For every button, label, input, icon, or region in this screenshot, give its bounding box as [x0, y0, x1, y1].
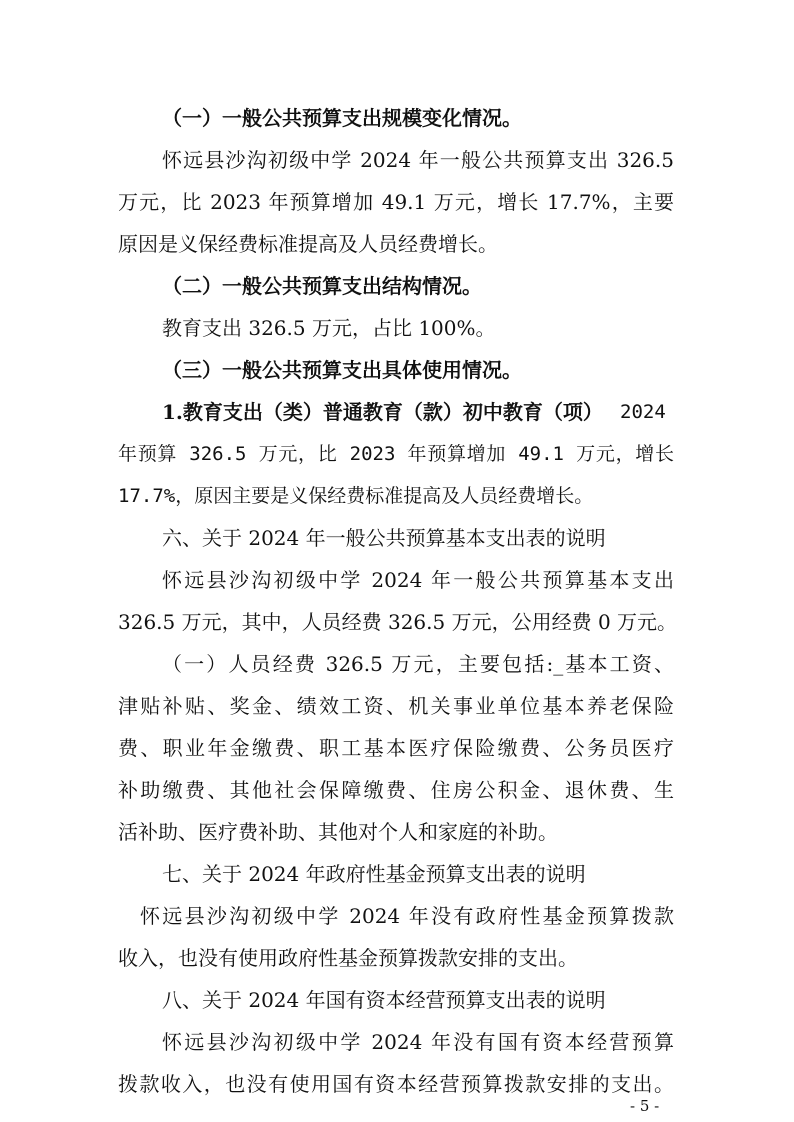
section-heading-basic-expense: 六、关于 2024 年一般公共预算基本支出表的说明 [162, 526, 606, 550]
paragraph-line: 费、职业年金缴费、职工基本医疗保险缴费、公务员医疗 [118, 736, 674, 760]
paragraph-line: 万元，比 2023 年预算增加 49.1 万元，增长 17.7%，主要 [118, 190, 674, 214]
paragraph-line: 怀远县沙沟初级中学 2024 年一般公共预算支出 326.5 [162, 148, 674, 172]
page-number: - 5 - [630, 1097, 660, 1115]
paragraph-line: 教育支出 326.5 万元，占比 100%。 [162, 316, 496, 340]
section-heading-government-fund: 七、关于 2024 年政府性基金预算支出表的说明 [162, 862, 586, 886]
paragraph-line: 326.5 万元，其中，人员经费 326.5 万元，公用经费 0 万元。 [118, 610, 678, 634]
paragraph-line: 怀远县沙沟初级中学 2024 年一般公共预算基本支出 [162, 568, 674, 592]
section-heading-state-capital: 八、关于 2024 年国有资本经营预算支出表的说明 [162, 988, 606, 1012]
heading-budget-structure: （二）一般公共预算支出结构情况。 [162, 274, 482, 298]
paragraph-line: 活补助、医疗费补助、其他对个人和家庭的补助。 [118, 820, 558, 844]
paragraph-line: 17.7%，原因主要是义保经费标准提高及人员经费增长。 [118, 485, 594, 507]
paragraph-line: 怀远县沙沟初级中学 2024 年没有国有资本经营预算 [162, 1030, 674, 1054]
paragraph-line: 补助缴费、其他社会保障缴费、住房公积金、退休费、生 [118, 778, 674, 802]
paragraph-line: 年预算 326.5 万元，比 2023 年预算增加 49.1 万元，增长 [118, 443, 674, 465]
paragraph-line: 收入，也没有使用政府性基金预算拨款安排的支出。 [118, 946, 578, 970]
paragraph-line: 津贴补贴、奖金、绩效工资、机关事业单位基本养老保险 [118, 694, 674, 718]
heading-budget-scale: （一）一般公共预算支出规模变化情况。 [162, 106, 522, 130]
heading-budget-usage: （三）一般公共预算支出具体使用情况。 [162, 358, 522, 382]
paragraph-line: 原因是义保经费标准提高及人员经费增长。 [118, 232, 498, 256]
paragraph-line: （一）人员经费 326.5 万元，主要包括:_基本工资、 [162, 652, 674, 676]
item-year: 2024 [620, 401, 666, 423]
paragraph-line: 拨款收入，也没有使用国有资本经营预算拨款安排的支出。 [118, 1072, 674, 1096]
paragraph-line: 怀远县沙沟初级中学 2024 年没有政府性基金预算拨款 [140, 904, 674, 928]
item-education-expense: 1.教育支出（类）普通教育（款）初中教育（项） [162, 400, 603, 424]
